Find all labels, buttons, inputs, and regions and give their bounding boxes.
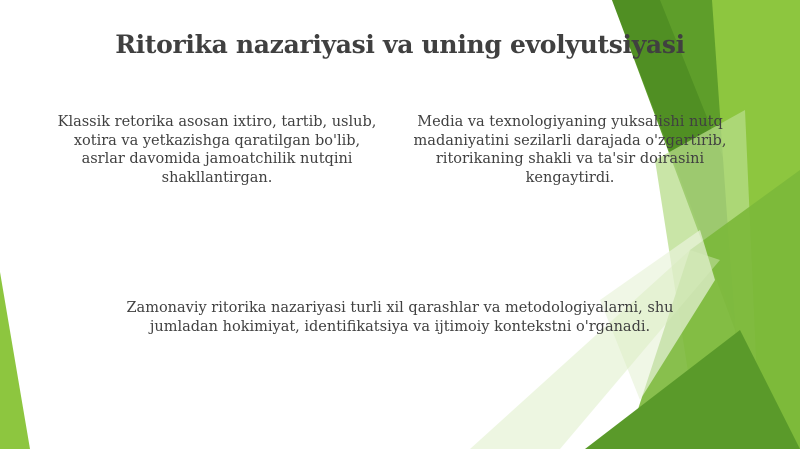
paragraph-modern-theory: Zamonaviy ritorika nazariyasi turli xil qarashlar va metodologiyalarni, shu jumladan hokimiyat, identifikatsiya va ijtimoiy kontekstni o'rganadi. [126,300,674,335]
paragraph-classical-rhetoric: Klassik retorika asosan ixtiro, tartib, uslub, xotira va yetkazishga qaratilgan bo'lib, asrlar davomida jamoatchilik nutqini shakllantirgan. [57,114,377,186]
paragraph-media-technology: Media va texnologiyaning yuksalishi nutq madaniyatini sezilarli darajada o'zgartirib, ritorikaning shakli va ta'sir doirasini kengaytirdi. [413,114,727,186]
slide-title: Ritorika nazariyasi va uning evolyutsiyasi [115,30,685,59]
left-green-sliver [0,272,30,449]
